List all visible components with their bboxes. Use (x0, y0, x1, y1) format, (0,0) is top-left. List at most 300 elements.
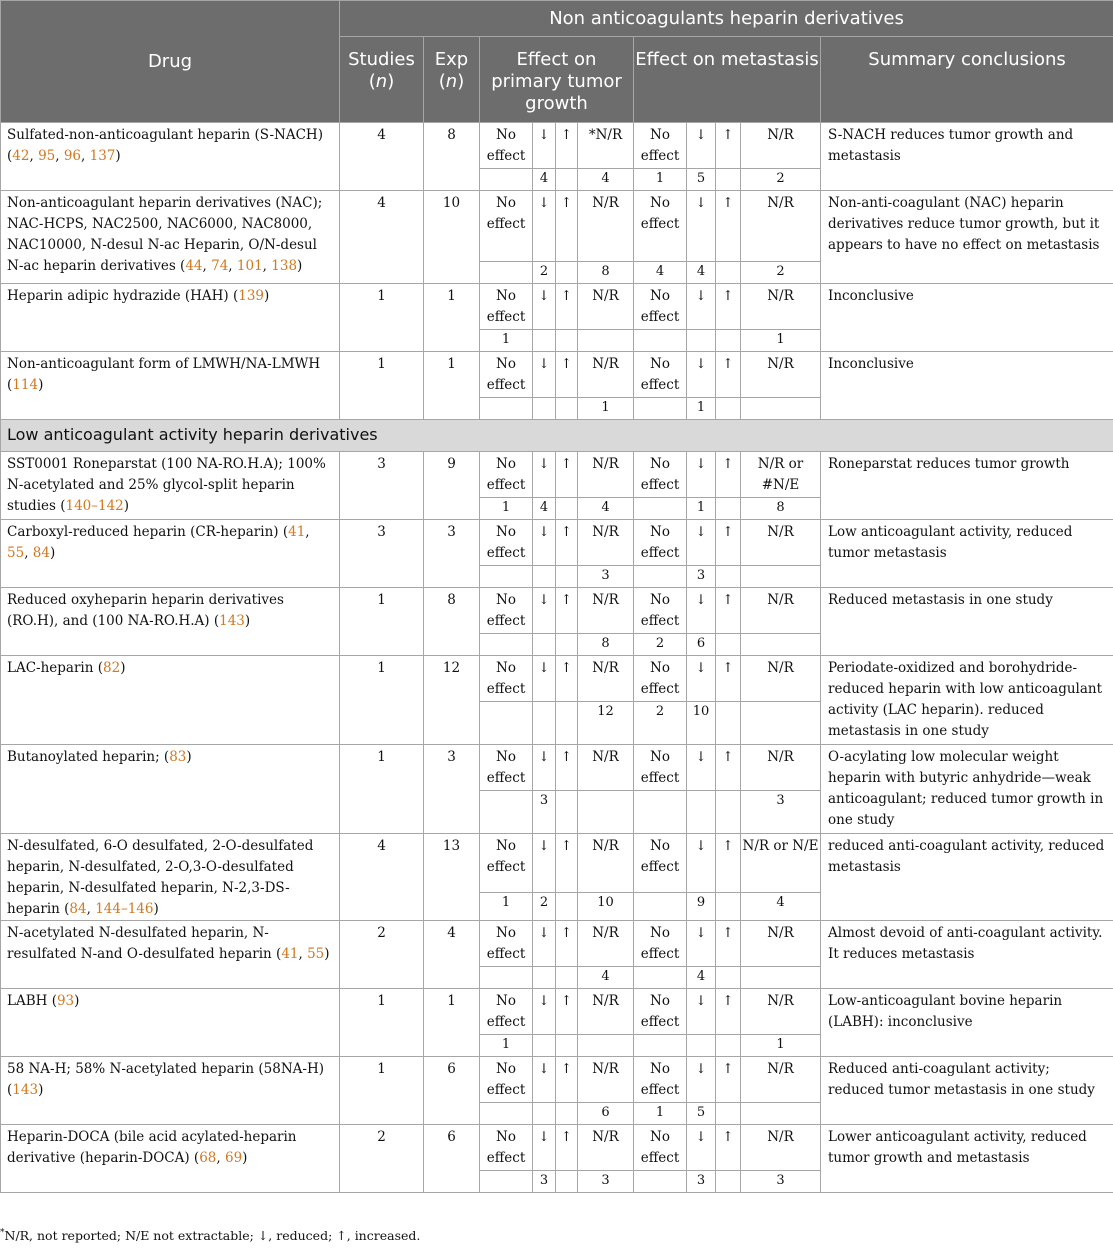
tumor-reduced-label: ↓ (533, 921, 556, 967)
tumor-not-reported-label: N/R (578, 352, 634, 398)
metastasis-no-effect-label: No effect (634, 284, 687, 330)
metastasis-no-effect-label: No effect (634, 1125, 687, 1171)
count-cell: 2 (533, 262, 556, 284)
studies-count: 1 (340, 588, 424, 656)
count-cell (687, 330, 716, 352)
count-cell (687, 1035, 716, 1057)
reference-link[interactable]: 143 (219, 613, 245, 629)
drug-name: LAC-heparin ( (7, 660, 104, 676)
drug-cell: Heparin-DOCA (bile acid acylated-heparin derivative (heparin-DOCA) (68, 69) (1, 1125, 340, 1193)
metastasis-reduced-label: ↓ (687, 123, 716, 169)
count-cell (480, 1103, 533, 1125)
count-cell: 12 (578, 702, 634, 745)
metastasis-no-effect-label: No effect (634, 588, 687, 634)
count-cell: 10 (578, 892, 634, 920)
metastasis-not-reported-label: N/R (741, 191, 821, 262)
count-cell: 6 (578, 1103, 634, 1125)
metastasis-no-effect-label: No effect (634, 123, 687, 169)
metastasis-reduced-label: ↓ (687, 1057, 716, 1103)
tumor-increased-label: ↑ (556, 989, 578, 1035)
drug-name: N-acetylated N-desulfated heparin, N-resulfated N-and O-desulfated heparin ( (7, 925, 282, 962)
reference-link[interactable]: 93 (56, 993, 75, 1009)
metastasis-no-effect-label: No effect (634, 921, 687, 967)
count-cell (634, 791, 687, 834)
metastasis-not-reported-label: N/R (741, 520, 821, 566)
count-cell: 4 (578, 169, 634, 191)
summary-cell: Inconclusive (821, 284, 1113, 352)
tumor-reduced-label: ↓ (533, 989, 556, 1035)
reference-link[interactable]: 44 (185, 258, 203, 274)
metastasis-reduced-label: ↓ (687, 745, 716, 791)
tumor-increased-label: ↑ (556, 191, 578, 262)
drug-cell: N-acetylated N-desulfated heparin, N-resulfated N-and O-desulfated heparin (41, 55) (1, 921, 340, 989)
metastasis-reduced-label: ↓ (687, 1125, 716, 1171)
reference-link[interactable]: 41 (281, 946, 299, 962)
count-cell: 1 (634, 1103, 687, 1125)
tumor-not-reported-label: N/R (578, 989, 634, 1035)
tumor-increased-label: ↑ (556, 745, 578, 791)
metastasis-not-reported-label: N/R (741, 352, 821, 398)
metastasis-not-reported-label: N/R or #N/E (741, 452, 821, 498)
count-cell: 3 (687, 1171, 716, 1193)
drug-name: SST0001 Roneparstat (100 NA-RO.H.A); 100% N-acetylated and 25% glycol-split heparin studies ( (7, 456, 326, 514)
tumor-no-effect-label: No effect (480, 656, 533, 702)
tumor-no-effect-label: No effect (480, 123, 533, 169)
metastasis-increased-label: ↑ (716, 352, 741, 398)
drug-name: N-desulfated, 6-O desulfated, 2-O-desulfated heparin, N-desulfated, 2-O,3-O-desulfated heparin, N-desulfated heparin, N-2,3-DS-heparin ( (7, 838, 314, 917)
tumor-no-effect-label: No effect (480, 588, 533, 634)
count-cell (533, 1103, 556, 1125)
tumor-not-reported-label: N/R (578, 284, 634, 330)
studies-count: 1 (340, 352, 424, 420)
table-row (1, 989, 1113, 1035)
reference-link[interactable]: 42 (12, 148, 30, 164)
studies-count: 2 (340, 921, 424, 989)
count-cell (480, 702, 533, 745)
count-cell (533, 634, 556, 656)
metastasis-increased-label: ↑ (716, 1057, 741, 1103)
count-cell (556, 498, 578, 520)
summary-cell: reduced anti-coagulant activity, reduced metastasis (821, 834, 1113, 921)
table-row (1, 191, 1113, 262)
metastasis-reduced-label: ↓ (687, 352, 716, 398)
studies-count: 1 (340, 284, 424, 352)
count-cell (716, 398, 741, 420)
count-cell (556, 702, 578, 745)
count-cell (716, 1103, 741, 1125)
exp-count: 1 (424, 284, 480, 352)
count-cell (533, 566, 556, 588)
reference-link[interactable]: 114 (12, 377, 39, 393)
exp-count: 12 (424, 656, 480, 745)
reference-link[interactable]: 96 (63, 148, 82, 164)
metastasis-reduced-label: ↓ (687, 452, 716, 498)
reference-link[interactable]: 69 (224, 1150, 243, 1166)
drug-name: Reduced oxyheparin heparin derivatives (RO.H), and (100 NA-RO.H.A) ( (7, 592, 284, 629)
tumor-reduced-label: ↓ (533, 1057, 556, 1103)
count-cell: 1 (480, 498, 533, 520)
count-cell: 8 (741, 498, 821, 520)
reference-link[interactable]: 84 (69, 901, 87, 917)
metastasis-no-effect-label: No effect (634, 656, 687, 702)
metastasis-increased-label: ↑ (716, 834, 741, 893)
count-cell: 1 (741, 330, 821, 352)
count-cell (741, 967, 821, 989)
count-cell (556, 398, 578, 420)
table-row (1, 352, 1113, 398)
summary-cell: Roneparstat reduces tumor growth (821, 452, 1113, 520)
count-cell (634, 967, 687, 989)
metastasis-increased-label: ↑ (716, 921, 741, 967)
count-cell (480, 1171, 533, 1193)
count-cell (634, 1035, 687, 1057)
count-cell: 1 (480, 1035, 533, 1057)
count-cell: 4 (634, 262, 687, 284)
tumor-not-reported-label: N/R (578, 520, 634, 566)
reference-link[interactable]: 138 (271, 258, 298, 274)
studies-count: 1 (340, 745, 424, 834)
studies-count: 2 (340, 1125, 424, 1193)
tumor-no-effect-label: No effect (480, 834, 533, 893)
count-cell: 1 (480, 330, 533, 352)
count-cell (634, 330, 687, 352)
count-cell (480, 634, 533, 656)
count-cell (533, 1035, 556, 1057)
exp-count: 8 (424, 123, 480, 191)
footnote: *N/R, not reported; N/E not extractable; ↓, reduced; ↑, increased. (0, 1228, 421, 1244)
metastasis-reduced-label: ↓ (687, 588, 716, 634)
summary-cell: Low anticoagulant activity, reduced tumor metastasis (821, 520, 1113, 588)
tumor-not-reported-label: *N/R (578, 123, 634, 169)
table-row (1, 1057, 1113, 1103)
count-cell (556, 634, 578, 656)
drug-cell: SST0001 Roneparstat (100 NA-RO.H.A); 100% N-acetylated and 25% glycol-split heparin studies (140–142) (1, 452, 340, 520)
count-cell (634, 498, 687, 520)
count-cell (716, 566, 741, 588)
drug-name: Carboxyl-reduced heparin (CR-heparin) ( (7, 524, 289, 540)
count-cell: 10 (687, 702, 716, 745)
exp-count: 6 (424, 1057, 480, 1125)
summary-cell: Lower anticoagulant activity, reduced tumor growth and metastasis (821, 1125, 1113, 1193)
exp-count: 3 (424, 520, 480, 588)
tumor-reduced-label: ↓ (533, 284, 556, 330)
tumor-increased-label: ↑ (556, 834, 578, 893)
section-row (1, 420, 1113, 452)
metastasis-not-reported-label: N/R (741, 921, 821, 967)
tumor-not-reported-label: N/R (578, 745, 634, 791)
tumor-increased-label: ↑ (556, 284, 578, 330)
drug-cell: Reduced oxyheparin heparin derivatives (RO.H), and (100 NA-RO.H.A) (143) (1, 588, 340, 656)
count-cell (556, 967, 578, 989)
count-cell: 2 (533, 892, 556, 920)
metastasis-no-effect-label: No effect (634, 989, 687, 1035)
summary-cell: Low-anticoagulant bovine heparin (LABH): inconclusive (821, 989, 1113, 1057)
count-cell (741, 1103, 821, 1125)
count-cell: 4 (687, 967, 716, 989)
drug-name: Non-anticoagulant form of LMWH/NA-LMWH ( (7, 356, 321, 393)
count-cell: 3 (687, 566, 716, 588)
tumor-increased-label: ↑ (556, 352, 578, 398)
metastasis-not-reported-label: N/R (741, 588, 821, 634)
count-cell (533, 330, 556, 352)
reference-link[interactable]: 95 (38, 148, 56, 164)
reference-link[interactable]: 83 (169, 749, 187, 765)
drug-name: LABH ( (7, 993, 57, 1009)
studies-count: 3 (340, 520, 424, 588)
reference-link[interactable]: 41 (288, 524, 306, 540)
exp-count: 13 (424, 834, 480, 921)
count-cell: 4 (533, 169, 556, 191)
metastasis-increased-label: ↑ (716, 123, 741, 169)
studies-header: Studies (n) (340, 37, 424, 123)
drug-cell: N-desulfated, 6-O desulfated, 2-O-desulfated heparin, N-desulfated, 2-O,3-O-desulfated heparin, N-desulfated heparin, N-2,3-DS-heparin (84, 144–146) (1, 834, 340, 921)
count-cell: 3 (578, 1171, 634, 1193)
metastasis-reduced-label: ↓ (687, 921, 716, 967)
metastasis-increased-label: ↑ (716, 452, 741, 498)
metastasis-no-effect-label: No effect (634, 745, 687, 791)
tumor-not-reported-label: N/R (578, 1057, 634, 1103)
tumor-not-reported-label: N/R (578, 452, 634, 498)
reference-link[interactable]: 143 (12, 1082, 39, 1098)
metastasis-not-reported-label: N/R or N/E (741, 834, 821, 893)
count-cell (556, 262, 578, 284)
tumor-increased-label: ↑ (556, 921, 578, 967)
count-cell (556, 566, 578, 588)
count-cell (741, 634, 821, 656)
metastasis-no-effect-label: No effect (634, 834, 687, 893)
summary-cell: Periodate-oxidized and borohydride-reduced heparin with low anticoagulant activity (LAC heparin). reduced metastasis in one study (821, 656, 1113, 745)
tumor-increased-label: ↑ (556, 588, 578, 634)
drug-header: Drug (1, 1, 340, 123)
count-cell (556, 791, 578, 834)
group-title-header: Non anticoagulants heparin derivatives (340, 1, 1113, 37)
drug-name: Heparin adipic hydrazide (HAH) ( (7, 288, 239, 304)
studies-count: 4 (340, 123, 424, 191)
reference-link[interactable]: 140–142 (65, 498, 124, 514)
tumor-growth-header: Effect on primary tumor growth (480, 37, 634, 123)
table-row (1, 656, 1113, 702)
drug-name: Butanoylated heparin; ( (7, 749, 170, 765)
drug-cell: LABH (93) (1, 989, 340, 1057)
tumor-not-reported-label: N/R (578, 588, 634, 634)
exp-count: 3 (424, 745, 480, 834)
count-cell (578, 330, 634, 352)
metastasis-header: Effect on metastasis (634, 37, 821, 123)
count-cell (716, 967, 741, 989)
tumor-not-reported-label: N/R (578, 834, 634, 893)
count-cell (716, 498, 741, 520)
count-cell: 2 (634, 702, 687, 745)
reference-link[interactable]: 144–146 (95, 901, 154, 917)
count-cell: 4 (578, 498, 634, 520)
metastasis-not-reported-label: N/R (741, 745, 821, 791)
reference-link[interactable]: 55 (307, 946, 325, 962)
count-cell: 5 (687, 169, 716, 191)
count-cell: 1 (480, 892, 533, 920)
count-cell: 2 (741, 169, 821, 191)
metastasis-reduced-label: ↓ (687, 834, 716, 893)
table-row (1, 123, 1113, 169)
metastasis-not-reported-label: N/R (741, 1125, 821, 1171)
count-cell: 2 (634, 634, 687, 656)
count-cell (533, 398, 556, 420)
metastasis-no-effect-label: No effect (634, 452, 687, 498)
count-cell (480, 566, 533, 588)
count-cell (716, 1035, 741, 1057)
summary-cell: Reduced metastasis in one study (821, 588, 1113, 656)
table-row (1, 745, 1113, 791)
metastasis-reduced-label: ↓ (687, 284, 716, 330)
reference-link[interactable]: 55 (7, 545, 25, 561)
count-cell: 1 (634, 169, 687, 191)
studies-count: 1 (340, 1057, 424, 1125)
metastasis-increased-label: ↑ (716, 520, 741, 566)
metastasis-increased-label: ↑ (716, 1125, 741, 1171)
metastasis-no-effect-label: No effect (634, 352, 687, 398)
reference-link[interactable]: 137 (89, 148, 116, 164)
drug-name: Non-anticoagulant heparin derivatives (NAC); NAC-HCPS, NAC2500, NAC6000, NAC8000, NAC10000, N-desul N-ac Heparin, O/N-desul N-ac heparin derivatives ( (7, 195, 323, 274)
tumor-reduced-label: ↓ (533, 588, 556, 634)
count-cell (741, 566, 821, 588)
count-cell (480, 967, 533, 989)
drug-cell: 58 NA-H; 58% N-acetylated heparin (58NA-H) (143) (1, 1057, 340, 1125)
tumor-reduced-label: ↓ (533, 452, 556, 498)
reference-link[interactable]: 82 (103, 660, 121, 676)
count-cell (480, 169, 533, 191)
count-cell (634, 1171, 687, 1193)
count-cell (556, 1171, 578, 1193)
count-cell (634, 892, 687, 920)
tumor-increased-label: ↑ (556, 452, 578, 498)
tumor-increased-label: ↑ (556, 520, 578, 566)
tumor-reduced-label: ↓ (533, 834, 556, 893)
tumor-reduced-label: ↓ (533, 123, 556, 169)
drug-name: Heparin-DOCA (bile acid acylated-heparin derivative (heparin-DOCA) ( (7, 1129, 297, 1166)
reference-link[interactable]: 84 (32, 545, 50, 561)
summary-cell: S-NACH reduces tumor growth and metastasis (821, 123, 1113, 191)
summary-cell: Non-anti-coagulant (NAC) heparin derivatives reduce tumor growth, but it appears to have no effect on metastasis (821, 191, 1113, 284)
tumor-no-effect-label: No effect (480, 745, 533, 791)
metastasis-not-reported-label: N/R (741, 284, 821, 330)
count-cell (716, 892, 741, 920)
table-row (1, 1125, 1113, 1171)
tumor-reduced-label: ↓ (533, 520, 556, 566)
count-cell (716, 702, 741, 745)
count-cell (716, 791, 741, 834)
reference-link[interactable]: 74 (211, 258, 229, 274)
count-cell: 1 (687, 398, 716, 420)
summary-header: Summary conclusions (821, 37, 1113, 123)
tumor-reduced-label: ↓ (533, 1125, 556, 1171)
count-cell: 4 (533, 498, 556, 520)
tumor-no-effect-label: No effect (480, 352, 533, 398)
metastasis-reduced-label: ↓ (687, 656, 716, 702)
count-cell (634, 398, 687, 420)
studies-count: 1 (340, 656, 424, 745)
exp-header: Exp (n) (424, 37, 480, 123)
exp-count: 4 (424, 921, 480, 989)
count-cell (556, 892, 578, 920)
table-row (1, 834, 1113, 893)
count-cell (556, 1103, 578, 1125)
count-cell (716, 1171, 741, 1193)
tumor-increased-label: ↑ (556, 1125, 578, 1171)
tumor-no-effect-label: No effect (480, 921, 533, 967)
tumor-reduced-label: ↓ (533, 352, 556, 398)
count-cell (556, 330, 578, 352)
reference-link[interactable]: 139 (238, 288, 265, 304)
count-cell: 3 (741, 1171, 821, 1193)
count-cell: 5 (687, 1103, 716, 1125)
reference-link[interactable]: 101 (236, 258, 263, 274)
drug-cell: Sulfated-non-anticoagulant heparin (S-NACH) (42, 95, 96, 137) (1, 123, 340, 191)
metastasis-no-effect-label: No effect (634, 191, 687, 262)
tumor-no-effect-label: No effect (480, 191, 533, 262)
tumor-increased-label: ↑ (556, 1057, 578, 1103)
count-cell: 3 (741, 791, 821, 834)
count-cell: 1 (741, 1035, 821, 1057)
metastasis-increased-label: ↑ (716, 745, 741, 791)
count-cell (716, 634, 741, 656)
tumor-not-reported-label: N/R (578, 191, 634, 262)
drug-cell: Non-anticoagulant heparin derivatives (NAC); NAC-HCPS, NAC2500, NAC6000, NAC8000, NAC10000, N-desul N-ac Heparin, O/N-desul N-ac heparin derivatives (44, 74, 101, 138) (1, 191, 340, 284)
count-cell (716, 169, 741, 191)
metastasis-increased-label: ↑ (716, 191, 741, 262)
table-row (1, 284, 1113, 330)
count-cell: 4 (687, 262, 716, 284)
tumor-no-effect-label: No effect (480, 452, 533, 498)
table-row (1, 921, 1113, 967)
reference-link[interactable]: 68 (199, 1150, 217, 1166)
exp-count: 10 (424, 191, 480, 284)
tumor-reduced-label: ↓ (533, 656, 556, 702)
count-cell: 3 (578, 566, 634, 588)
studies-count: 1 (340, 989, 424, 1057)
count-cell: 4 (578, 967, 634, 989)
count-cell: 1 (687, 498, 716, 520)
count-cell: 2 (741, 262, 821, 284)
table-row (1, 520, 1113, 566)
count-cell: 4 (741, 892, 821, 920)
tumor-not-reported-label: N/R (578, 1125, 634, 1171)
tumor-no-effect-label: No effect (480, 1057, 533, 1103)
metastasis-reduced-label: ↓ (687, 520, 716, 566)
tumor-no-effect-label: No effect (480, 520, 533, 566)
count-cell: 1 (578, 398, 634, 420)
count-cell (480, 262, 533, 284)
count-cell (556, 1035, 578, 1057)
drug-cell: Butanoylated heparin; (83) (1, 745, 340, 834)
tumor-no-effect-label: No effect (480, 284, 533, 330)
tumor-no-effect-label: No effect (480, 989, 533, 1035)
count-cell (480, 398, 533, 420)
summary-cell: Inconclusive (821, 352, 1113, 420)
count-cell (634, 566, 687, 588)
metastasis-increased-label: ↑ (716, 588, 741, 634)
tumor-reduced-label: ↓ (533, 745, 556, 791)
drug-name: 58 NA-H; 58% N-acetylated heparin (58NA-H) ( (7, 1061, 324, 1098)
tumor-reduced-label: ↓ (533, 191, 556, 262)
metastasis-no-effect-label: No effect (634, 520, 687, 566)
count-cell (578, 791, 634, 834)
metastasis-not-reported-label: N/R (741, 123, 821, 169)
metastasis-not-reported-label: N/R (741, 989, 821, 1035)
count-cell (716, 330, 741, 352)
count-cell (480, 791, 533, 834)
count-cell: 8 (578, 262, 634, 284)
metastasis-not-reported-label: N/R (741, 1057, 821, 1103)
summary-cell: Reduced anti-coagulant activity; reduced tumor metastasis in one study (821, 1057, 1113, 1125)
